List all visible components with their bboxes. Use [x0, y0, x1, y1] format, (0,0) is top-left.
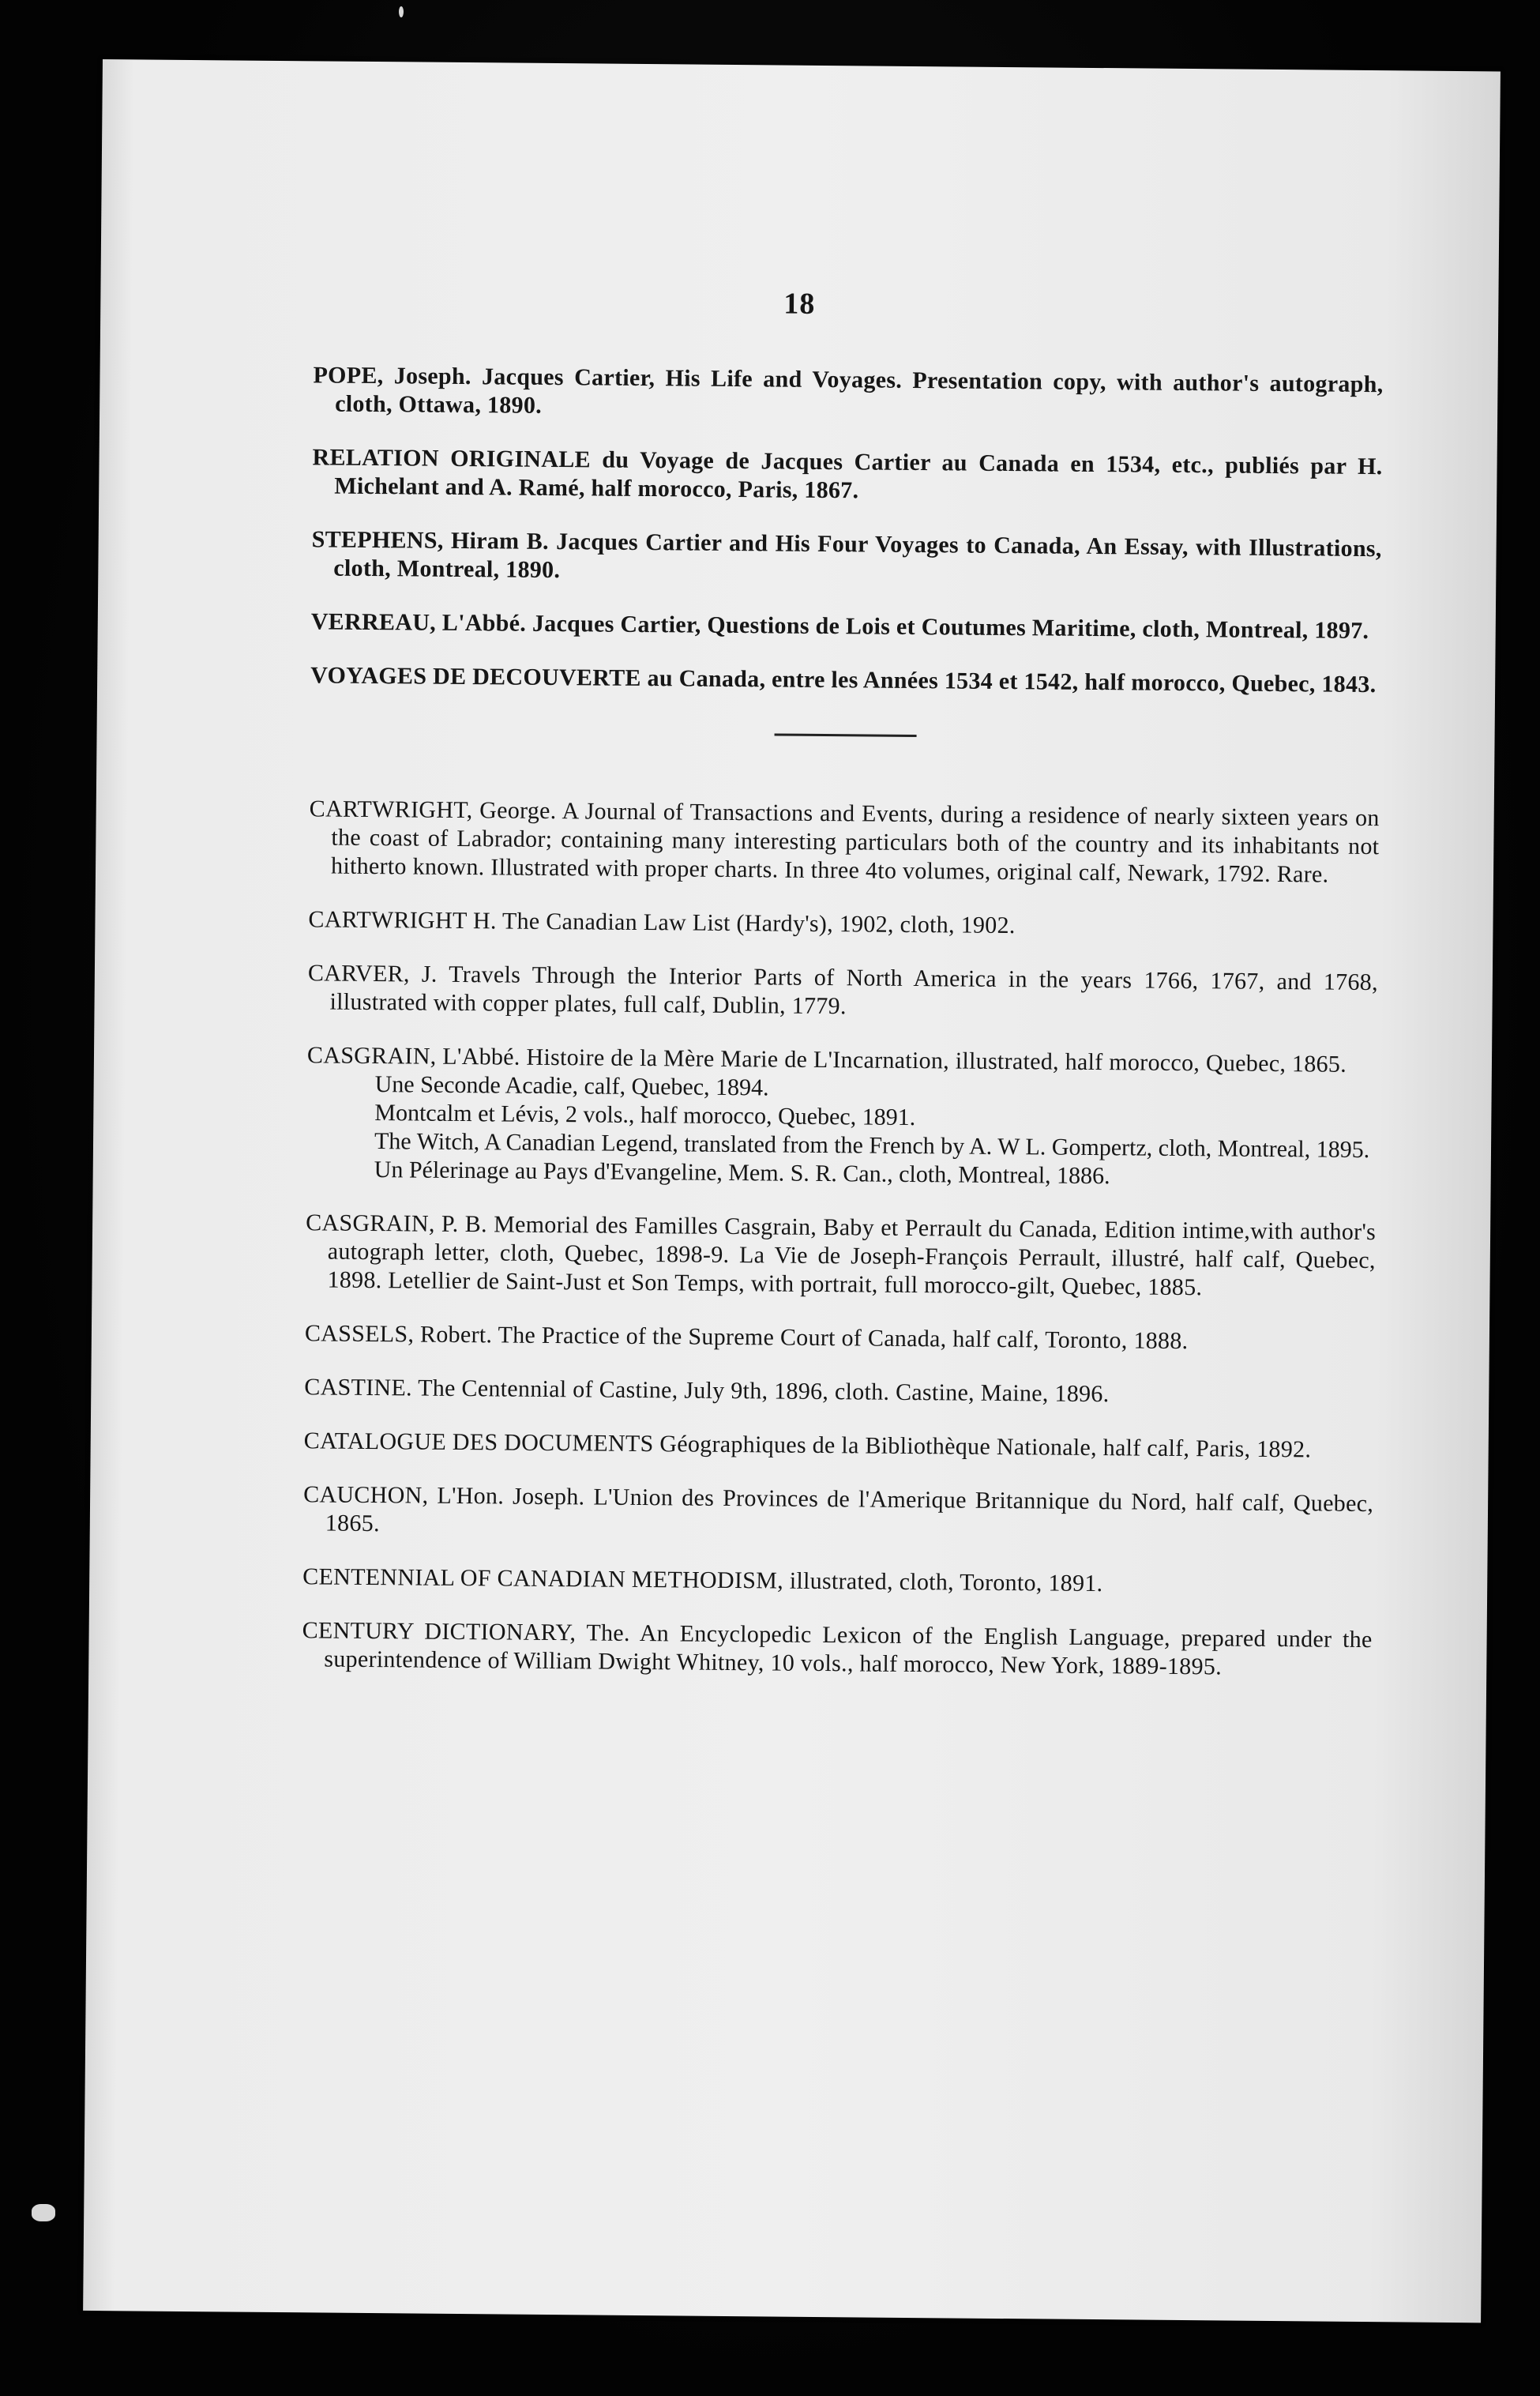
section-divider	[774, 733, 916, 737]
catalogue-content	[302, 337, 1384, 1708]
catalogue-entry	[303, 1480, 1374, 1547]
entry-heading: CENTURY DICTIONARY, The.	[302, 1617, 630, 1646]
entry-heading: CARVER, J.	[307, 960, 438, 987]
entry-heading: VERREAU, L'Abbé.	[310, 608, 527, 637]
entry-heading: CARTWRIGHT H.	[308, 906, 497, 935]
catalogue-entry	[308, 905, 1378, 943]
entry-heading: POPE, Joseph.	[313, 362, 471, 390]
entry-heading: CASSELS, Robert.	[304, 1320, 493, 1348]
catalogue-entry	[304, 1373, 1374, 1411]
sub-entry: Une Seconde Acadie, calf, Quebec, 1894.	[374, 1071, 769, 1101]
entry-text: Géographiques de la Bibliothèque Nationale, half calf, Paris, 1892.	[653, 1431, 1312, 1463]
entry-text: Memorial des Familles Casgrain, Baby et Perrault du Canada, Edition intime,with author's autograph letter, cloth, Quebec, 1898-9. La Vie de Joseph-François Perrault, illustré, half calf, Quebec, 1898. Letellier de Saint-Just et Son Temps, with portrait, full morocco-gilt, Quebec, 1885.	[327, 1211, 1377, 1301]
scan-speck	[399, 6, 404, 17]
entry-text: An Encyclopedic Lexicon of the English Language, prepared under the superintendence of William Dwight Whitney, 10 vols., half morocco, New York, 1889-1895.	[324, 1619, 1373, 1680]
catalogue-entry	[305, 1209, 1376, 1303]
entry-text: illustrated, cloth, Toronto, 1891.	[783, 1567, 1103, 1597]
entry-heading: CASGRAIN, P. B.	[306, 1209, 488, 1238]
sub-entry: Un Pélerinage au Pays d'Evangeline, Mem. S. R. Can., cloth, Montreal, 1886.	[374, 1157, 1110, 1190]
entry-heading: CAUCHON, L'Hon. Joseph.	[303, 1481, 585, 1510]
sub-entry: Montcalm et Lévis, 2 vols., half morocco, Quebec, 1891.	[374, 1100, 916, 1131]
scan-speck	[32, 2204, 55, 2221]
entry-heading: CASTINE.	[304, 1374, 413, 1401]
catalogue-entry	[302, 1563, 1373, 1600]
entry-text: au Canada, entre les Années 1534 et 1542, half morocco, Quebec, 1843.	[640, 664, 1377, 698]
catalogue-entry	[312, 443, 1383, 510]
entry-text: Travels Through the Interior Parts of North America in the years 1766, 1767, and 1768, illustrated with copper plates, full calf, Dublin, 1779.	[329, 961, 1379, 1020]
sub-entry: The Witch, A Canadian Legend, translated from the French by A. W L. Gompertz, cloth, Montreal, 1895.	[374, 1128, 1370, 1164]
entry-heading: CENTENNIAL OF CANADIAN METHODISM,	[302, 1563, 784, 1594]
entry-text: L'Union des Provinces de l'Amerique Britannique du Nord, half calf, Quebec, 1865.	[325, 1484, 1374, 1537]
page-number: 18	[783, 287, 816, 321]
catalogue-entry	[310, 661, 1380, 699]
entry-heading: VOYAGES DE DECOUVERTE	[310, 662, 641, 691]
entry-heading: RELATION ORIGINALE	[312, 444, 592, 473]
section-c-entries	[302, 795, 1380, 1683]
entry-text: Histoire de la Mère Marie de L'Incarnation, illustrated, half morocco, Quebec, 1865.	[520, 1044, 1347, 1078]
entry-text: Jacques Cartier, His Life and Voyages. Presentation copy, with author's autograph, cloth, Ottawa, 1890.	[335, 363, 1384, 419]
document-page	[83, 59, 1501, 2323]
entry-text: The Canadian Law List (Hardy's), 1902, cloth, 1902.	[496, 908, 1016, 939]
entry-text: The Centennial of Castine, July 9th, 1896, cloth. Castine, Maine, 1896.	[411, 1375, 1110, 1408]
catalogue-entry	[311, 607, 1381, 645]
section-cartier	[310, 361, 1384, 699]
entry-text: du Voyage de Jacques Cartier au Canada en 1534, etc., publiés par H. Michelant and A. Ramé, half morocco, Paris, 1867.	[334, 446, 1383, 504]
entry-text: A Journal of Transactions and Events, during a residence of nearly sixteen years on the coast of Labrador; containing many interesting particulars both of the country and its inhabitants not hitherto known. Illustrated with proper charts. In three 4to volumes, original calf, Newark, 1792. Rare.	[330, 798, 1380, 888]
entry-heading: CASGRAIN, L'Abbé.	[306, 1042, 520, 1070]
entry-text: Jacques Cartier, Questions de Lois et Coutumes Maritime, cloth, Montreal, 1897.	[525, 610, 1369, 645]
catalogue-entry	[309, 795, 1380, 890]
entry-heading: CARTWRIGHT, George.	[309, 796, 557, 825]
catalogue-entry	[313, 361, 1384, 427]
entry-heading: CATALOGUE DES DOCUMENTS	[303, 1427, 654, 1458]
catalogue-entry	[302, 1616, 1373, 1683]
entry-text: Jacques Cartier and His Four Voyages to Canada, An Essay, with Illustrations, cloth, Montreal, 1890.	[333, 528, 1382, 584]
catalogue-entry	[304, 1427, 1374, 1465]
catalogue-entry-group	[306, 1041, 1378, 1193]
catalogue-entry	[311, 525, 1382, 592]
entry-heading: STEPHENS, Hiram B.	[311, 526, 549, 555]
entry-text: The Practice of the Supreme Court of Canada, half calf, Toronto, 1888.	[492, 1322, 1189, 1355]
catalogue-entry	[305, 1319, 1375, 1357]
catalogue-entry	[307, 959, 1378, 1025]
